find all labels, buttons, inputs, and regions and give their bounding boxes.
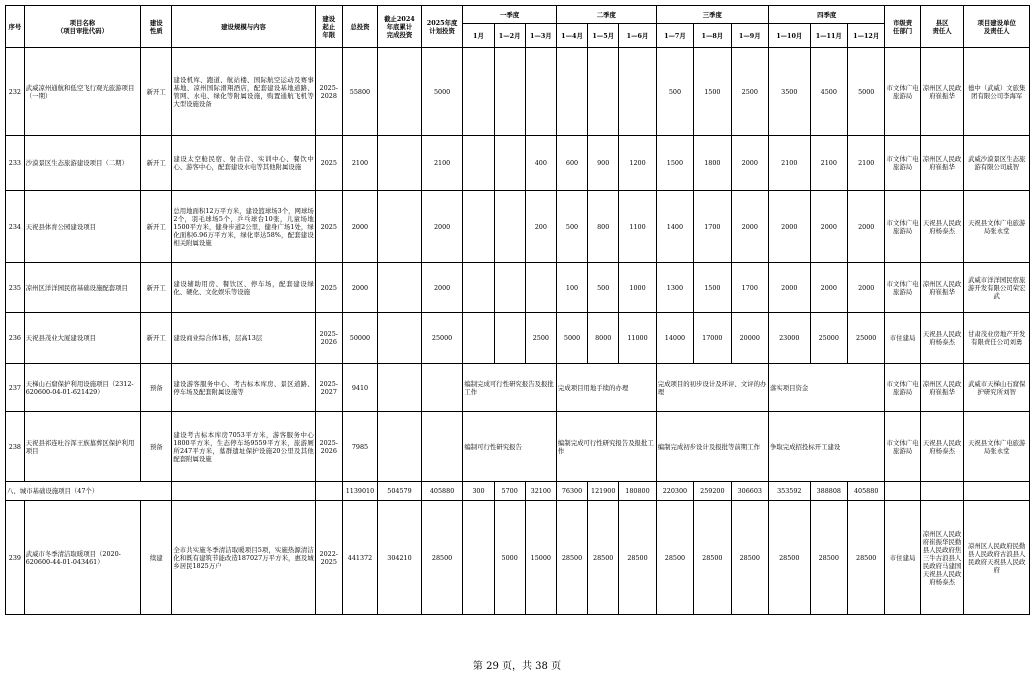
header-month: 1月: [463, 24, 494, 48]
project-name-cell: 武威市冬季清洁取暖项目（2020-620600-44-01-043461）: [24, 501, 140, 615]
total-cell: 2000: [342, 263, 377, 313]
month-cell: [463, 136, 494, 191]
q2-phase-cell: 编制完成可行性研究报告及报批工作: [556, 412, 656, 482]
header-q4: 四季度: [768, 6, 884, 24]
project-name-cell: 天梯山石窟保护利用设施项目（2312-620600-04-01-621429）: [24, 364, 140, 412]
header-q3: 三季度: [656, 6, 768, 24]
q2-phase-cell: 完成项目用地手续的办理: [556, 364, 656, 412]
header-month: 1—9月: [731, 24, 768, 48]
header-project-name: 项目名称 （项目审批代码）: [24, 6, 140, 48]
month-cell: 23000: [768, 313, 810, 364]
month-cell: [494, 191, 525, 263]
month-cell: 17000: [694, 313, 731, 364]
month-cell: 400: [525, 136, 556, 191]
month-cell: [494, 263, 525, 313]
month-cell: 200: [525, 191, 556, 263]
month-cell: [619, 48, 656, 136]
section-city-dept-cell: [885, 482, 920, 501]
month-cell: 2000: [768, 263, 810, 313]
q4-phase-cell: 落实项目资金: [768, 364, 884, 412]
q3-phase-cell: 编制完成初步设计及报批等前期工作: [656, 412, 768, 482]
city-dept-cell: 市文体广电旅游局: [885, 412, 920, 482]
month-cell: 8000: [588, 313, 619, 364]
month-cell: 1800: [694, 136, 731, 191]
month-cell: 2000: [731, 191, 768, 263]
month-cell: 25000: [810, 313, 847, 364]
month-cell: 2000: [810, 191, 847, 263]
period-cell: 2025-2027: [315, 364, 342, 412]
section-month-cell: 220300: [656, 482, 693, 501]
plan-cell: 28500: [421, 501, 463, 615]
q3-phase-cell: 完成项目的初步设计及环评、文评的办理: [656, 364, 768, 412]
county-cell: 凉州区人民政府崔振华: [920, 364, 964, 412]
county-cell: 凉州区人民政府崔振华: [920, 48, 964, 136]
seq-cell: 232: [6, 48, 25, 136]
month-cell: 5000: [847, 48, 884, 136]
period-cell: 2025: [315, 191, 342, 263]
unit-cell: 武威市洋洋园民宿旅游开发有限公司荣宏武: [964, 263, 1030, 313]
section-row: [6, 482, 1030, 501]
plan-cell: 2000: [421, 263, 463, 313]
header-seq: 序号: [6, 6, 25, 48]
month-cell: [525, 48, 556, 136]
period-cell: 2025: [315, 263, 342, 313]
header-month: 1—11月: [810, 24, 847, 48]
month-cell: 2100: [847, 136, 884, 191]
table-row: [6, 412, 1030, 482]
seq-cell: 239: [6, 501, 25, 615]
done-cell: [378, 263, 422, 313]
unit-cell: 武威沙漠景区生态旅游有限公司戚智: [964, 136, 1030, 191]
seq-cell: 237: [6, 364, 25, 412]
scale-cell: 总用地面积12万平方米，建设篮球场3个，网球场2个，羽毛球场5个，乒乓球台10张，儿童场地1500平方米，健身步道2公里，健身广场1处，绿化面积6.96万平方米，绿化率达58%，配套建设相关附属设施: [172, 191, 315, 263]
header-month: 1—12月: [847, 24, 884, 48]
period-cell: 2025-2026: [315, 313, 342, 364]
month-cell: 500: [588, 263, 619, 313]
section-plan-cell: 405880: [421, 482, 463, 501]
month-cell: 2000: [847, 191, 884, 263]
month-cell: [588, 48, 619, 136]
nature-cell: 续建: [141, 501, 172, 615]
city-dept-cell: 市文体广电旅游局: [885, 136, 920, 191]
page-number: 第 29 页，共 38 页: [472, 661, 562, 672]
month-cell: 600: [556, 136, 587, 191]
period-cell: 2025-2026: [315, 412, 342, 482]
done-cell: [378, 364, 422, 412]
header-county: 县区 责任人: [920, 6, 964, 48]
month-cell: 2000: [847, 263, 884, 313]
plan-cell: 2100: [421, 136, 463, 191]
period-cell: 2025: [315, 136, 342, 191]
seq-cell: 234: [6, 191, 25, 263]
header-month: 1—2月: [494, 24, 525, 48]
header-q1: 一季度: [463, 6, 557, 24]
project-name-cell: 天祝县茂业大厦建设项目: [24, 313, 140, 364]
period-cell: 2025-2028: [315, 48, 342, 136]
section-month-cell: 32100: [525, 482, 556, 501]
nature-cell: 新开工: [141, 263, 172, 313]
city-dept-cell: 市文体广电旅游局: [885, 263, 920, 313]
section-month-cell: 76300: [556, 482, 587, 501]
table-row: [6, 263, 1030, 313]
section-month-cell: 5700: [494, 482, 525, 501]
month-cell: 2000: [810, 263, 847, 313]
header-total: 总投资: [342, 6, 377, 48]
seq-cell: 238: [6, 412, 25, 482]
table-row: [6, 48, 1030, 136]
project-name-cell: 武威凉州通航和低空飞行观光旅游项目（一期）: [24, 48, 140, 136]
month-cell: 28500: [656, 501, 693, 615]
month-cell: 20000: [731, 313, 768, 364]
city-dept-cell: 市文体广电旅游局: [885, 191, 920, 263]
month-cell: [494, 48, 525, 136]
q1-phase-cell: 编制可行性研究报告: [463, 412, 557, 482]
total-cell: 7985: [342, 412, 377, 482]
header-scale: 建设规模与内容: [172, 6, 315, 48]
nature-cell: 新开工: [141, 48, 172, 136]
month-cell: 3500: [768, 48, 810, 136]
month-cell: 5000: [556, 313, 587, 364]
month-cell: 2100: [810, 136, 847, 191]
month-cell: [494, 136, 525, 191]
plan-cell: 5000: [421, 48, 463, 136]
seq-cell: 233: [6, 136, 25, 191]
month-cell: 1500: [694, 263, 731, 313]
total-cell: 441372: [342, 501, 377, 615]
section-scale-cell: [172, 482, 315, 501]
done-cell: [378, 412, 422, 482]
month-cell: 2500: [525, 313, 556, 364]
table-row: [6, 501, 1030, 615]
scale-cell: 建设考古标本库房7053平方米，游客服务中心1800平方米，生态停车场9559平方米，旅游厕所247平方米，墓群遗址保护设施20公里及其他配套附属设施: [172, 412, 315, 482]
month-cell: 1400: [656, 191, 693, 263]
month-cell: 1700: [731, 263, 768, 313]
month-cell: 1200: [619, 136, 656, 191]
unit-cell: 德中（武威）文旅集团有限公司李海军: [964, 48, 1030, 136]
month-cell: 5000: [494, 501, 525, 615]
nature-cell: 预备: [141, 412, 172, 482]
unit-cell: 甘肃茂业房地产开发有限责任公司刘勇: [964, 313, 1030, 364]
section-period-cell: [315, 482, 342, 501]
header-month: 1—4月: [556, 24, 587, 48]
period-cell: 2022-2025: [315, 501, 342, 615]
month-cell: 2100: [768, 136, 810, 191]
scale-cell: 建设机库、跑道、航站楼、国际航空运动及赛事基地、凉州国际滑翔酒店，配套建设基地道路、管网、水电、绿化等附属设施，购置通航飞机等大型设施设备: [172, 48, 315, 136]
county-cell: 天祝县人民政府杨泰杰: [920, 313, 964, 364]
header-month: 1—8月: [694, 24, 731, 48]
nature-cell: 预备: [141, 364, 172, 412]
city-dept-cell: 市文体广电旅游局: [885, 364, 920, 412]
scale-cell: 建设商业综合体1栋，层高13层: [172, 313, 315, 364]
month-cell: 1700: [694, 191, 731, 263]
section-month-cell: 300: [463, 482, 494, 501]
section-total-cell: 1139010: [342, 482, 377, 501]
project-name-cell: 天祝县祁连吐谷浑王族墓葬区保护利用项目: [24, 412, 140, 482]
unit-cell: 天祝县文体广电旅游局张永堂: [964, 412, 1030, 482]
project-name-cell: 沙漠景区生态旅游建设项目（二期）: [24, 136, 140, 191]
unit-cell: 凉州区人民政府民勤县人民政府古浪县人民政府天祝县人民政府: [964, 501, 1030, 615]
month-cell: 500: [656, 48, 693, 136]
month-cell: 28500: [731, 501, 768, 615]
q1-phase-cell: 编制完成可行性研究报告及报批工作: [463, 364, 557, 412]
county-cell: 天祝县人民政府杨泰杰: [920, 412, 964, 482]
month-cell: [556, 48, 587, 136]
month-cell: 1100: [619, 191, 656, 263]
month-cell: 28500: [694, 501, 731, 615]
month-cell: 2500: [731, 48, 768, 136]
scale-cell: 建设游客服务中心、考古标本库房、景区道路、停车场及配套附属设施等: [172, 364, 315, 412]
plan-cell: [421, 364, 463, 412]
month-cell: 28500: [847, 501, 884, 615]
done-cell: [378, 191, 422, 263]
scale-cell: 建设辅助用房、餐饮区、停车场，配套建设绿化、硬化、文化娱乐等设施: [172, 263, 315, 313]
section-done-cell: 504579: [378, 482, 422, 501]
header-nature: 建设 性质: [141, 6, 172, 48]
month-cell: [463, 263, 494, 313]
month-cell: 11000: [619, 313, 656, 364]
header-month: 1—10月: [768, 24, 810, 48]
section-unit-cell: [964, 482, 1030, 501]
plan-cell: 2000: [421, 191, 463, 263]
month-cell: [463, 48, 494, 136]
section-county-cell: [920, 482, 964, 501]
section-month-cell: 388808: [810, 482, 847, 501]
month-cell: [463, 191, 494, 263]
header-unit: 项目建设单位 及责任人: [964, 6, 1030, 48]
header-month: 1—5月: [588, 24, 619, 48]
total-cell: 9410: [342, 364, 377, 412]
month-cell: 1300: [656, 263, 693, 313]
scale-cell: 建设太空舱民宿、射击营、实训中心、餐饮中心、游客中心，配套建设水电等其他附属设施: [172, 136, 315, 191]
table-row: [6, 364, 1030, 412]
investment-plan-table: [5, 5, 1030, 615]
total-cell: 55800: [342, 48, 377, 136]
header-month: 1—7月: [656, 24, 693, 48]
month-cell: 500: [556, 191, 587, 263]
header-month: 1—3月: [525, 24, 556, 48]
month-cell: 28500: [588, 501, 619, 615]
month-cell: 1500: [694, 48, 731, 136]
month-cell: 1000: [619, 263, 656, 313]
month-cell: 900: [588, 136, 619, 191]
month-cell: 100: [556, 263, 587, 313]
section-month-cell: 405880: [847, 482, 884, 501]
header-q2: 二季度: [556, 6, 656, 24]
city-dept-cell: 市住建局: [885, 501, 920, 615]
month-cell: 2000: [768, 191, 810, 263]
plan-cell: 25000: [421, 313, 463, 364]
section-label: 八、城市基础设施项目（47个）: [6, 482, 172, 501]
month-cell: 28500: [619, 501, 656, 615]
county-cell: 凉州区人民政府崔振华: [920, 136, 964, 191]
month-cell: 800: [588, 191, 619, 263]
header-plan-2025: 2025年度 计划投资: [421, 6, 463, 48]
month-cell: [463, 313, 494, 364]
month-cell: 15000: [525, 501, 556, 615]
done-cell: [378, 313, 422, 364]
county-cell: 天祝县人民政府杨泰杰: [920, 191, 964, 263]
nature-cell: 新开工: [141, 191, 172, 263]
city-dept-cell: 市文体广电旅游局: [885, 48, 920, 136]
nature-cell: 新开工: [141, 136, 172, 191]
header-month: 1—6月: [619, 24, 656, 48]
month-cell: 4500: [810, 48, 847, 136]
scale-cell: 全市共实施冬季清洁取暖项目5项，实施热源清洁化和既有建筑节能改造187027万平方米，惠及城乡居民1825万户: [172, 501, 315, 615]
header-done: 截止2024 年底累计 完成投资: [378, 6, 422, 48]
project-name-cell: 凉州区洋洋园民宿基础设施配套项目: [24, 263, 140, 313]
done-cell: 304210: [378, 501, 422, 615]
unit-cell: 天祝县文体广电旅游局张永堂: [964, 191, 1030, 263]
section-month-cell: 121900: [588, 482, 619, 501]
county-cell: 凉州区人民政府崔振华: [920, 263, 964, 313]
month-cell: 28500: [810, 501, 847, 615]
table-row: [6, 313, 1030, 364]
month-cell: 28500: [556, 501, 587, 615]
section-month-cell: 353592: [768, 482, 810, 501]
done-cell: [378, 136, 422, 191]
done-cell: [378, 48, 422, 136]
nature-cell: 新开工: [141, 313, 172, 364]
section-month-cell: 180800: [619, 482, 656, 501]
month-cell: [525, 263, 556, 313]
month-cell: 25000: [847, 313, 884, 364]
total-cell: 50000: [342, 313, 377, 364]
seq-cell: 235: [6, 263, 25, 313]
unit-cell: 武威市天梯山石窟保护研究所刘智: [964, 364, 1030, 412]
seq-cell: 236: [6, 313, 25, 364]
total-cell: 2000: [342, 191, 377, 263]
table-row: [6, 136, 1030, 191]
header-period: 建设 起止 年限: [315, 6, 342, 48]
month-cell: 28500: [768, 501, 810, 615]
section-month-cell: 306603: [731, 482, 768, 501]
month-cell: 2000: [731, 136, 768, 191]
month-cell: 1500: [656, 136, 693, 191]
month-cell: 14000: [656, 313, 693, 364]
month-cell: [494, 313, 525, 364]
project-name-cell: 天祝县体育公园建设项目: [24, 191, 140, 263]
plan-cell: [421, 412, 463, 482]
city-dept-cell: 市住建局: [885, 313, 920, 364]
table-row: [6, 191, 1030, 263]
header-city-dept: 市级责 任部门: [885, 6, 920, 48]
total-cell: 2100: [342, 136, 377, 191]
county-cell: 凉州区人民政府崔振华民勤县人民政府焦三牛古浪县人民政府马建国天祝县人民政府杨泰杰: [920, 501, 964, 615]
q4-phase-cell: 争取完成招投标开工建设: [768, 412, 884, 482]
month-cell: [463, 501, 494, 615]
section-month-cell: 259200: [694, 482, 731, 501]
